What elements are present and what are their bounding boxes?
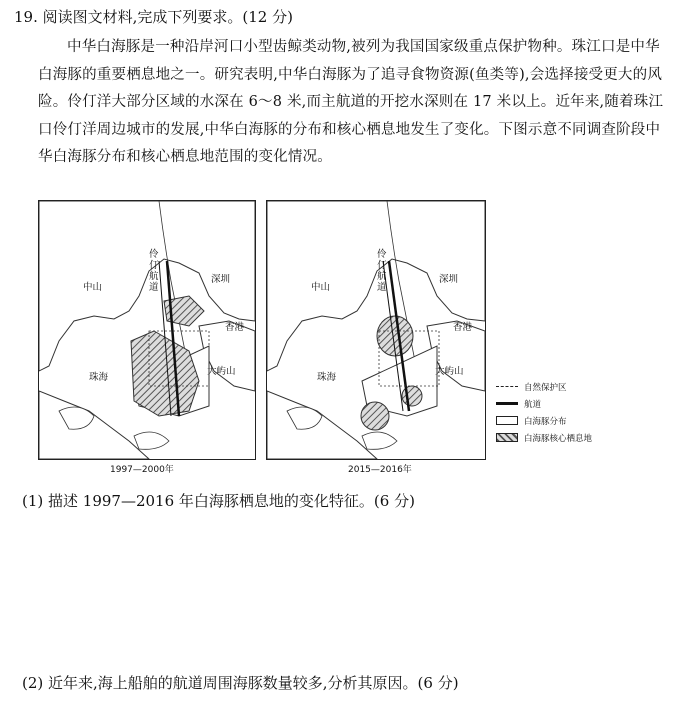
material-paragraph: 中华白海豚是一种沿岸河口小型齿鲸类动物,被列为我国国家级重点保护物种。珠江口是中华白海豚的重要栖息地之一。研究表明,中华白海豚为了追寻食物资源(鱼类等),会选择接受更大的风险。伶仃洋大部分区域的水深在 6～8 米,而主航道的开挖水深则在 17 米以上。近年来,随着珠江口伶仃洋周边城市的发展,中华白海豚的分布和核心栖息地发生了变化。下图示意不同调查阶段中华白海豚分布和核心栖息地范围的变化情况。 xyxy=(38,39,664,165)
legend-item-reserve: 自然保护区 xyxy=(496,378,592,395)
map-1-label-zhuhai: 珠海 xyxy=(89,372,109,383)
map-1-label-dayushan: 大屿山 xyxy=(207,366,236,377)
legend-item-channel: 航道 xyxy=(496,395,592,412)
legend-item-core-habitat: 白海豚核心栖息地 xyxy=(496,429,592,446)
map-2-label-dayushan: 大屿山 xyxy=(435,366,464,377)
legend-item-distribution: 白海豚分布 xyxy=(496,412,592,429)
map-1-label-zhongshan: 中山 xyxy=(83,282,103,293)
map-2-period: 2015—2016年 xyxy=(348,465,412,475)
map-2015-2016 xyxy=(266,200,486,460)
map-1-label-shenzhen: 深圳 xyxy=(211,274,231,285)
map-2-label-zhongshan: 中山 xyxy=(311,282,331,293)
map-legend xyxy=(496,378,592,446)
map-1-label-xianggang: 香港 xyxy=(225,322,245,333)
sub-question-2: (2) 近年来,海上船舶的航道周围海豚数量较多,分析其原因。(6 分) xyxy=(22,674,459,692)
map-1997-2000 xyxy=(38,200,256,460)
question-header: 19. 阅读图文材料,完成下列要求。(12 分) xyxy=(14,8,293,26)
map-2-label-zhuhai: 珠海 xyxy=(317,372,337,383)
map-1-label-lingding: 伶仃航道 xyxy=(149,249,159,293)
map-2-label-shenzhen: 深圳 xyxy=(439,274,459,285)
sub-question-1: (1) 描述 1997—2016 年白海豚栖息地的变化特征。(6 分) xyxy=(22,492,415,510)
map-1-period: 1997—2000年 xyxy=(110,465,174,475)
map-2-label-lingding: 伶仃航道 xyxy=(377,249,387,293)
map-2-label-xianggang: 香港 xyxy=(453,322,473,333)
map-1-drawing xyxy=(39,201,255,459)
